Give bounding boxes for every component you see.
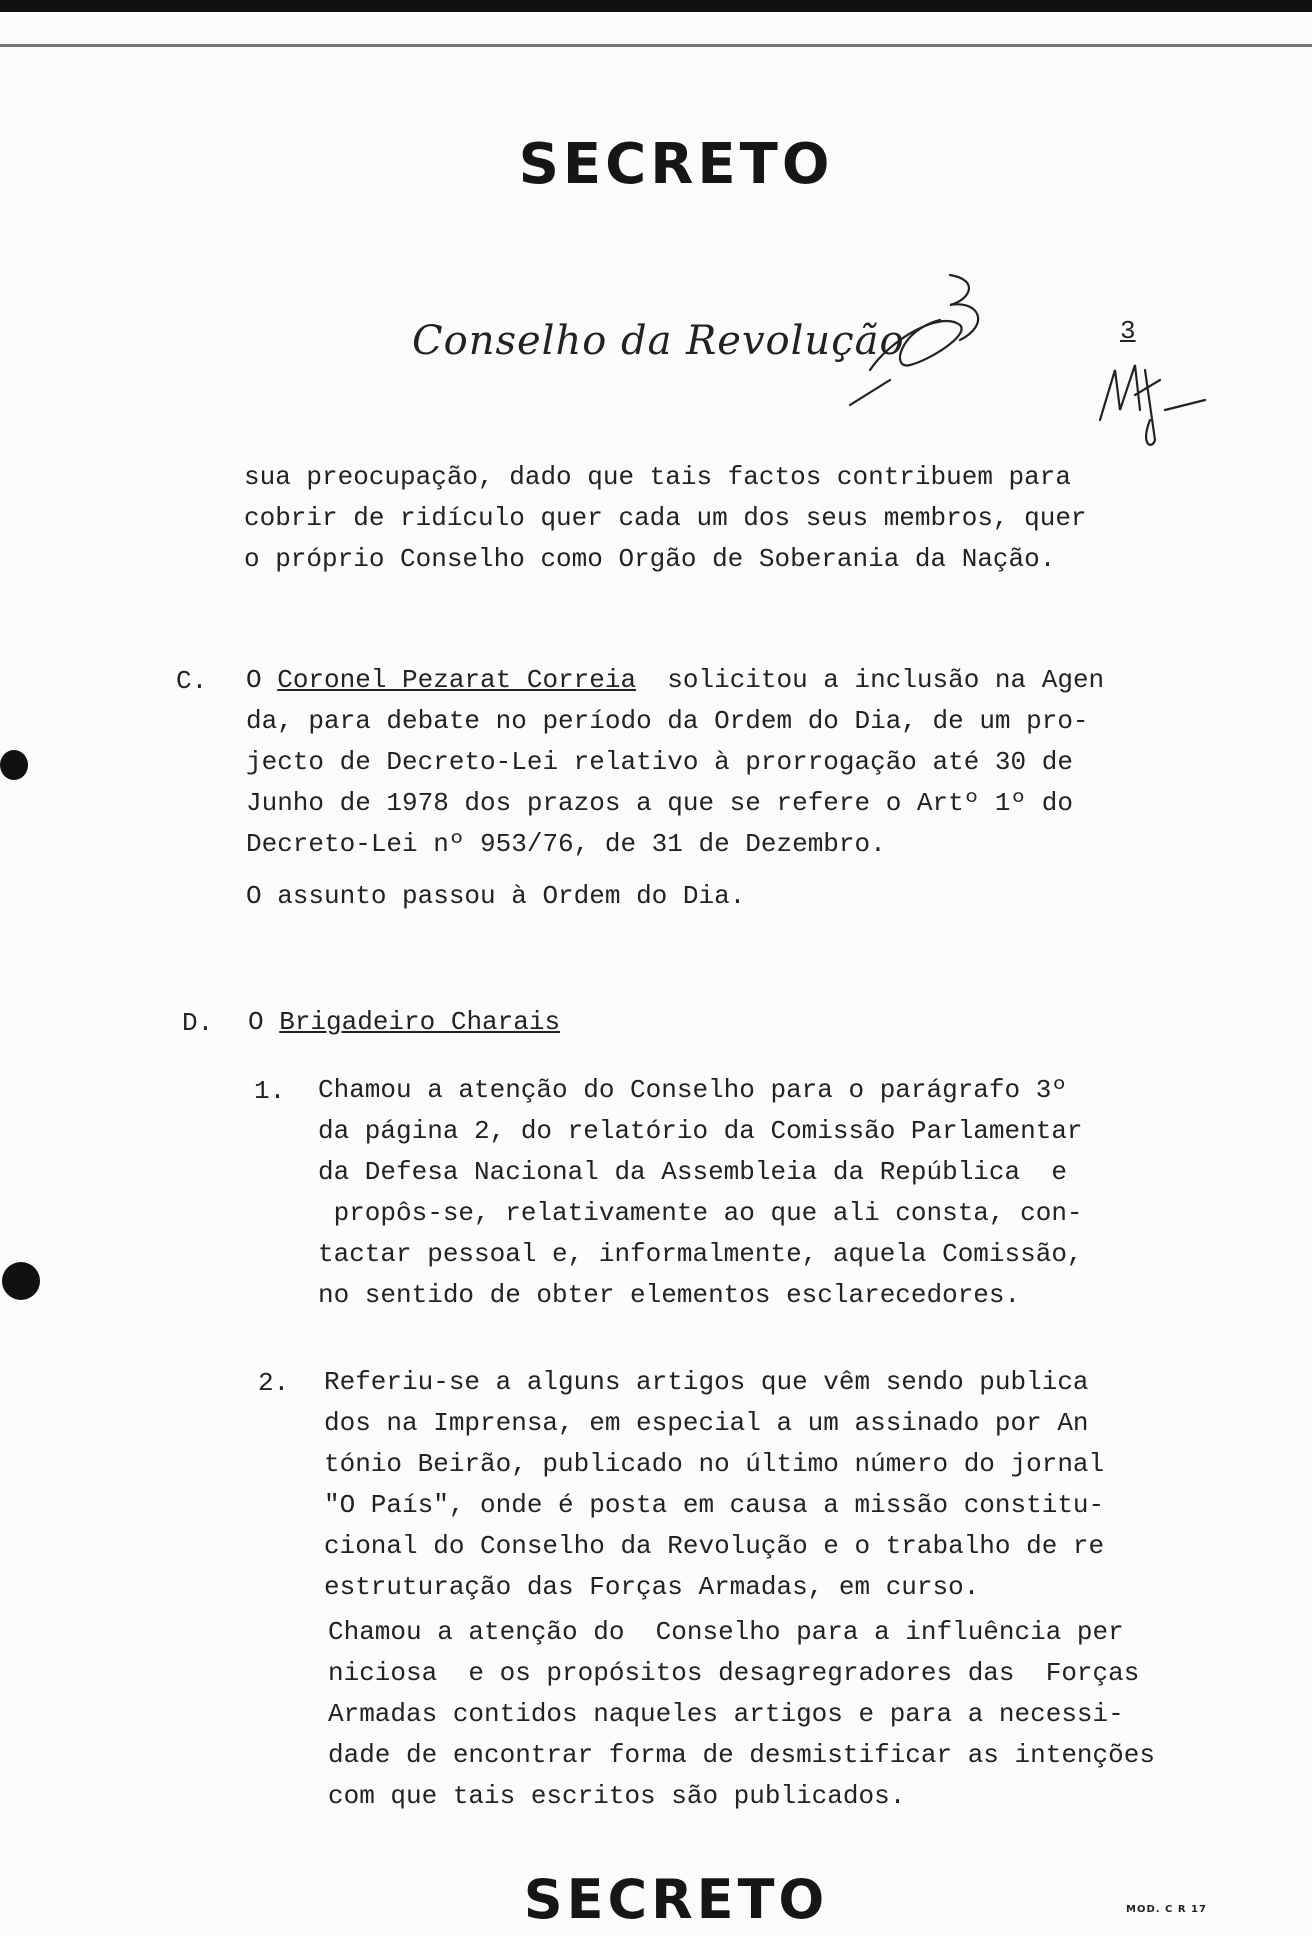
section-c-line: jecto de Decreto-Lei relativo à prorrogação até 30 de — [246, 747, 1073, 777]
section-d-prefix: O — [248, 1007, 280, 1037]
intro-line: cobrir de ridículo quer cada um dos seus membros, quer — [244, 503, 1087, 533]
item-2-line: tónio Beirão, publicado no último número do jornal — [324, 1449, 1105, 1479]
item-2-line: dos na Imprensa, em especial a um assinado por An — [324, 1408, 1089, 1438]
scan-line — [0, 44, 1312, 47]
item-2-line: cional do Conselho da Revolução e o trabalho de re — [324, 1531, 1105, 1561]
punch-hole — [2, 1262, 40, 1300]
scan-top-edge — [0, 0, 1312, 12]
item-2-line: estruturação das Forças Armadas, em curso. — [324, 1572, 980, 1602]
intro-paragraph — [244, 457, 1087, 580]
section-d-name: Brigadeiro Charais — [279, 1007, 561, 1037]
item-2-line: dade de encontrar forma de desmistificar as intenções — [328, 1740, 1155, 1770]
item-1-line: propôs-se, relativamente ao que ali consta, con- — [318, 1198, 1083, 1228]
section-c-line: Junho de 1978 dos prazos a que se refere o Artº 1º do — [246, 788, 1073, 818]
item-2-paragraph — [324, 1362, 1104, 1608]
section-d-heading — [248, 1002, 560, 1043]
item-1-line: tactar pessoal e, informalmente, aquela Comissão, — [318, 1239, 1083, 1269]
item-2-line: niciosa e os propósitos desagregradores das Forças — [328, 1658, 1140, 1688]
item-2-line: "O País", onde é posta em causa a missão constitu- — [324, 1490, 1105, 1520]
item-1-paragraph — [318, 1070, 1083, 1316]
item-2-line: Referiu-se a alguns artigos que vêm sendo publica — [324, 1367, 1089, 1397]
section-c-prefix: O — [246, 665, 278, 695]
item-1-line: da Defesa Nacional da Assembleia da República e — [318, 1157, 1067, 1187]
section-c-name: Coronel Pezarat Correia — [277, 665, 637, 695]
section-c-line: da, para debate no período da Ordem do Dia, de um pro- — [246, 706, 1089, 736]
section-c-paragraph — [246, 660, 1104, 865]
form-code: MOD. C R 17 — [1126, 1904, 1207, 1915]
section-c-note: O assunto passou à Ordem do Dia. — [246, 881, 746, 911]
item-1-label: 1. — [254, 1076, 286, 1106]
section-c-line: Decreto-Lei nº 953/76, de 31 de Dezembro. — [246, 829, 886, 859]
item-2-label: 2. — [258, 1368, 290, 1398]
initials-icon — [1090, 350, 1210, 460]
page-number: 3 — [1120, 316, 1136, 346]
intro-line: o próprio Conselho como Orgão de Soberania da Nação. — [244, 544, 1056, 574]
item-2-line: Chamou a atenção do Conselho para a influência per — [328, 1617, 1124, 1647]
punch-hole — [0, 750, 28, 780]
item-1-line: Chamou a atenção do Conselho para o parágrafo 3º — [318, 1075, 1067, 1105]
letterhead: Conselho da Revolução — [412, 318, 905, 364]
item-1-line: da página 2, do relatório da Comissão Parlamentar — [318, 1116, 1083, 1146]
item-2-paragraph-2 — [328, 1612, 1155, 1817]
footer-stamp: SECRETO — [523, 1868, 829, 1931]
item-1-line: no sentido de obter elementos esclarecedores. — [318, 1280, 1021, 1310]
section-d-label: D. — [182, 1008, 214, 1038]
section-c-line: solicitou a inclusão na Agen — [636, 665, 1105, 695]
intro-line: sua preocupação, dado que tais factos contribuem para — [244, 462, 1071, 492]
signature-icon — [830, 270, 1020, 410]
section-c-label: C. — [176, 666, 208, 696]
item-2-line: com que tais escritos são publicados. — [328, 1781, 906, 1811]
item-2-line: Armadas contidos naqueles artigos e para a necessi- — [328, 1699, 1124, 1729]
header-stamp: SECRETO — [518, 132, 834, 197]
